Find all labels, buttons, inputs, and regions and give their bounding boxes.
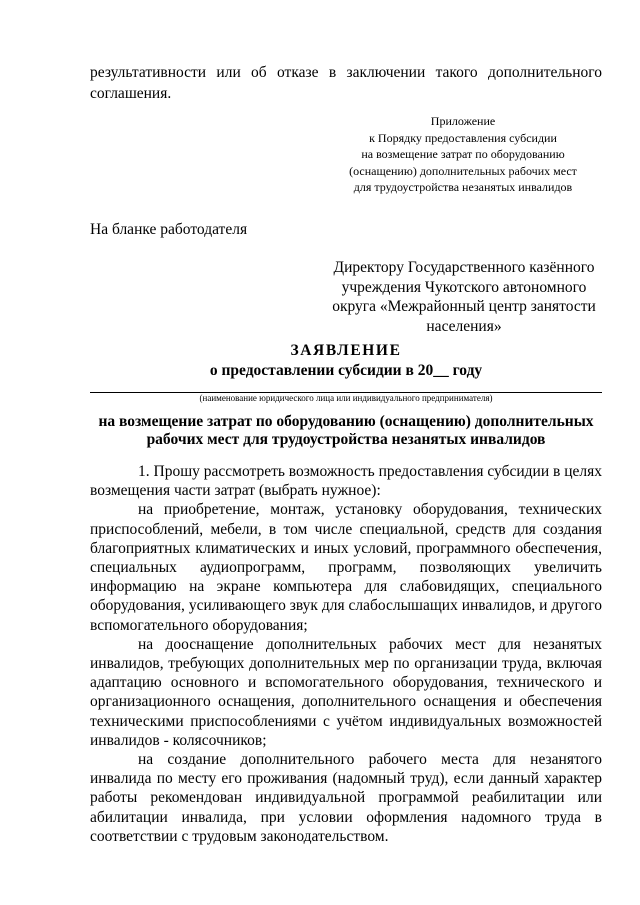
appendix-note [318,113,608,196]
application-body [90,462,602,846]
previous-paragraph: результативности или об отказе в заключении такого дополнительного соглашения. [90,64,602,102]
appendix-line-4: (оснащению) дополнительных рабочих мест [349,163,577,178]
appendix-line-2: к Порядку предоставления субсидии [369,130,557,145]
option-home-workplace: на создание дополнительного рабочего места для незанятого инвалида по месту его проживания (надомный труд), если данный характер работы рекомендован индивидуальной программой реабилитации или абилитации инвалида, при условии оформления надомного труда в соответствии с трудовым законодательством. [90,751,602,845]
letterhead-note: На бланке работодателя [90,221,248,238]
appendix-line-5: для трудоустройства незанятых инвалидов [353,180,573,194]
addressee-line-2: учреждения Чукотского автономного [341,278,587,296]
purpose-line-2: рабочих мест для трудоустройства незанятых инвалидов [146,431,546,448]
document-subtitle: о предоставлении субсидии в 20__ году [209,362,483,379]
appendix-line-3: на возмещение затрат по оборудованию [361,147,565,161]
addressee-block [322,258,606,336]
option-equipment-purchase: на приобретение, монтаж, установку оборудования, технических приспособлений, мебели, в том числе специальной, средств для создания благоприятных климатических и иных условий, программного обеспечения, специальных аудиопрограмм, программ, позволяющих увеличить информацию на экране компьютера для слабовидящих, специального оборудования, усиливающего звук для слабослышащих инвалидов, и другого вспомогательного оборудования; [90,501,602,634]
applicant-name-caption: (наименование юридического лица или индивидуального предпринимателя) [199,393,493,403]
option-workplace-upgrade: на дооснащение дополнительных рабочих мест для незанятых инвалидов, требующих дополнительных мер по организации труда, включая адаптацию основного и вспомогательного оборудования, технического и организационного оснащения, дополнительного оснащения и обеспечения техническими приспособлениями с учётом индивидуальных возможностей инвалидов - колясочников; [90,635,602,749]
addressee-line-4: населения» [426,317,502,335]
addressee-line-3: округа «Межрайонный центр занятости [332,298,596,315]
appendix-line-1: Приложение [430,114,496,128]
purpose-heading [90,413,602,449]
document-title: ЗАЯВЛЕНИЕ [290,342,402,359]
purpose-line-1: на возмещение затрат по оборудованию (оснащению) дополнительных [98,413,594,430]
addressee-line-1: Директору Государственного казённого [333,259,595,276]
request-paragraph: 1. Прошу рассмотреть возможность предоставления субсидии в целях возмещения части затрат (выбрать нужное): [90,463,602,500]
